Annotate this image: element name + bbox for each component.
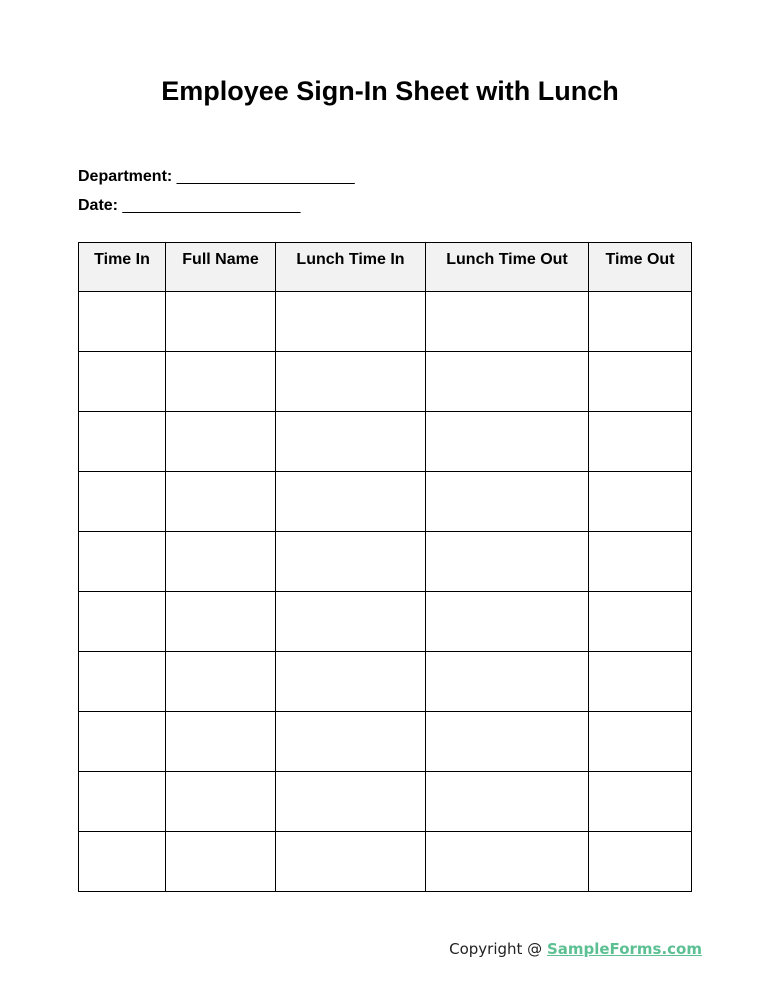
cell-lunch-time-in[interactable] <box>276 772 426 832</box>
table-row <box>79 532 692 592</box>
table-row <box>79 412 692 472</box>
cell-lunch-time-out[interactable] <box>426 412 589 472</box>
cell-time-out[interactable] <box>589 352 692 412</box>
cell-time-out[interactable] <box>589 532 692 592</box>
cell-full-name[interactable] <box>166 412 276 472</box>
header-lunch-time-out: Lunch Time Out <box>426 243 589 292</box>
table-row <box>79 772 692 832</box>
cell-lunch-time-out[interactable] <box>426 832 589 892</box>
cell-lunch-time-in[interactable] <box>276 412 426 472</box>
date-label: Date: <box>78 197 119 214</box>
cell-lunch-time-out[interactable] <box>426 712 589 772</box>
table-row <box>79 352 692 412</box>
cell-lunch-time-in[interactable] <box>276 592 426 652</box>
cell-time-in[interactable] <box>79 472 166 532</box>
cell-full-name[interactable] <box>166 472 276 532</box>
cell-lunch-time-out[interactable] <box>426 592 589 652</box>
copyright-footer <box>449 940 702 958</box>
cell-time-out[interactable] <box>589 832 692 892</box>
cell-full-name[interactable] <box>166 532 276 592</box>
date-field <box>78 197 300 215</box>
cell-time-out[interactable] <box>589 652 692 712</box>
cell-time-out[interactable] <box>589 772 692 832</box>
cell-time-in[interactable] <box>79 352 166 412</box>
cell-time-in[interactable] <box>79 292 166 352</box>
cell-lunch-time-in[interactable] <box>276 352 426 412</box>
cell-lunch-time-out[interactable] <box>426 652 589 712</box>
cell-full-name[interactable] <box>166 772 276 832</box>
cell-lunch-time-out[interactable] <box>426 532 589 592</box>
cell-full-name[interactable] <box>166 592 276 652</box>
table-row <box>79 592 692 652</box>
sign-in-table <box>78 242 692 892</box>
table-row <box>79 292 692 352</box>
header-time-in: Time In <box>79 243 166 292</box>
cell-lunch-time-out[interactable] <box>426 292 589 352</box>
cell-time-out[interactable] <box>589 592 692 652</box>
cell-full-name[interactable] <box>166 352 276 412</box>
department-blank-line[interactable]: ____________________ <box>176 168 355 185</box>
cell-time-in[interactable] <box>79 412 166 472</box>
cell-lunch-time-out[interactable] <box>426 472 589 532</box>
cell-lunch-time-out[interactable] <box>426 772 589 832</box>
document-title: Employee Sign-In Sheet with Lunch <box>161 76 619 106</box>
cell-time-in[interactable] <box>79 832 166 892</box>
cell-time-in[interactable] <box>79 532 166 592</box>
table-row <box>79 712 692 772</box>
cell-time-out[interactable] <box>589 412 692 472</box>
department-field <box>78 168 355 186</box>
cell-time-out[interactable] <box>589 712 692 772</box>
table-row <box>79 472 692 532</box>
cell-full-name[interactable] <box>166 652 276 712</box>
cell-time-in[interactable] <box>79 772 166 832</box>
date-blank-line[interactable]: ____________________ <box>122 197 301 214</box>
cell-time-in[interactable] <box>79 652 166 712</box>
cell-time-in[interactable] <box>79 592 166 652</box>
cell-lunch-time-out[interactable] <box>426 352 589 412</box>
header-time-out: Time Out <box>589 243 692 292</box>
cell-lunch-time-in[interactable] <box>276 292 426 352</box>
cell-full-name[interactable] <box>166 832 276 892</box>
cell-time-in[interactable] <box>79 712 166 772</box>
cell-time-out[interactable] <box>589 292 692 352</box>
copyright-text: Copyright @ <box>449 940 547 958</box>
cell-full-name[interactable] <box>166 712 276 772</box>
department-label: Department: <box>78 168 173 185</box>
cell-lunch-time-in[interactable] <box>276 652 426 712</box>
table-row <box>79 832 692 892</box>
cell-full-name[interactable] <box>166 292 276 352</box>
table-header-row <box>79 243 692 292</box>
cell-time-out[interactable] <box>589 472 692 532</box>
cell-lunch-time-in[interactable] <box>276 532 426 592</box>
cell-lunch-time-in[interactable] <box>276 832 426 892</box>
sampleforms-link[interactable]: SampleForms.com <box>546 940 702 958</box>
cell-lunch-time-in[interactable] <box>276 712 426 772</box>
table-row <box>79 652 692 712</box>
header-full-name: Full Name <box>166 243 276 292</box>
header-lunch-time-in: Lunch Time In <box>276 243 426 292</box>
cell-lunch-time-in[interactable] <box>276 472 426 532</box>
